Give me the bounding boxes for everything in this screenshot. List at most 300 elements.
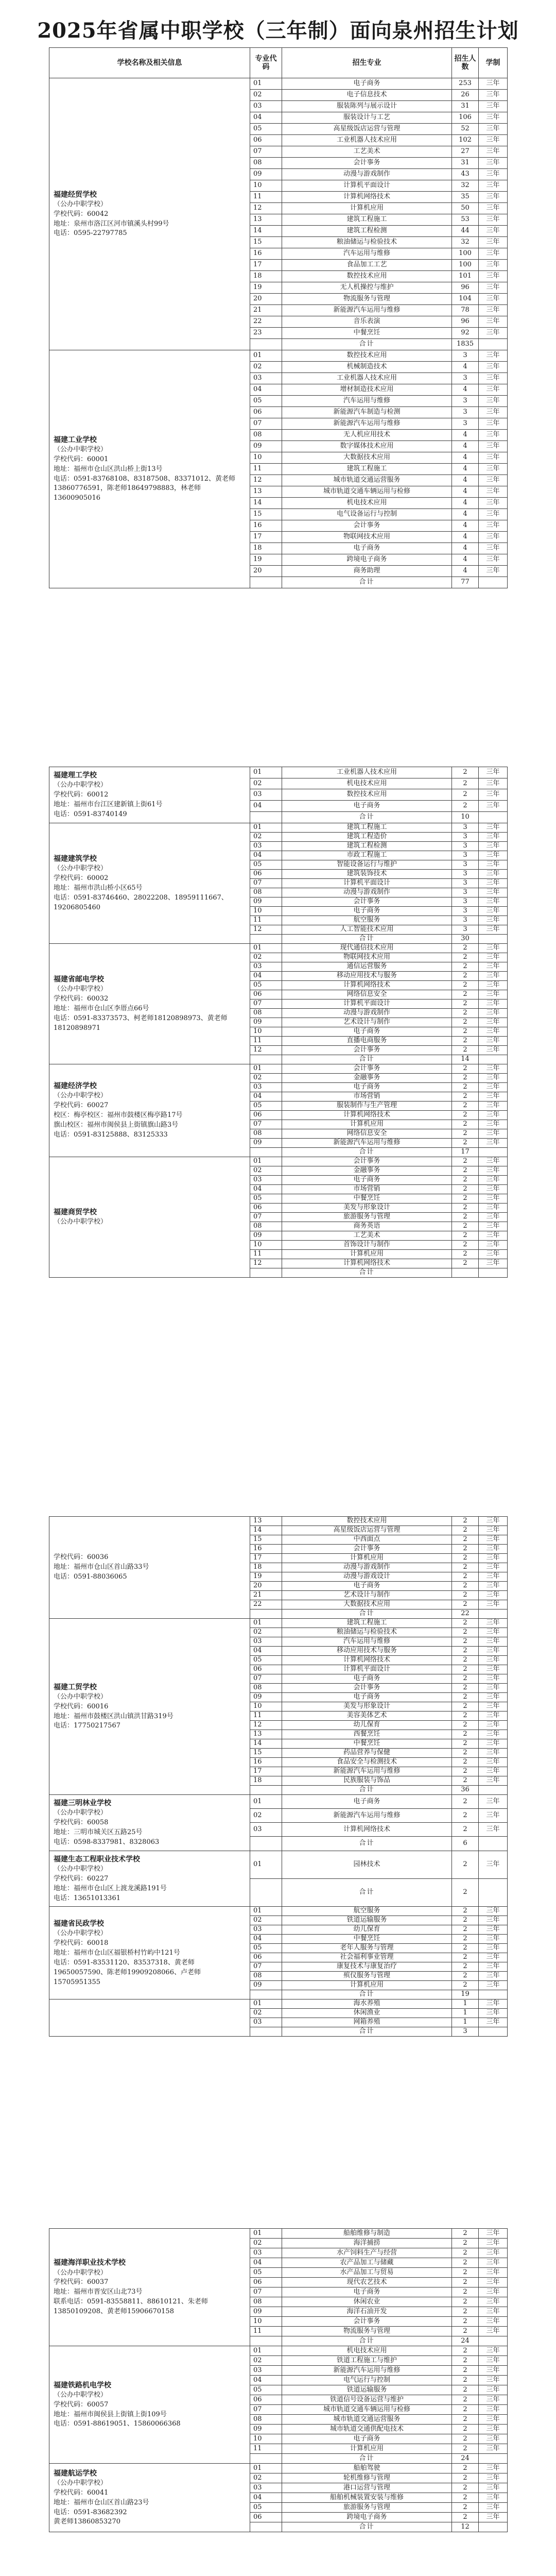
- school-info-cell: [49, 1795, 250, 1851]
- enroll-count: 2: [452, 2317, 479, 2327]
- school-name: 福建铁路机电学校: [54, 2381, 111, 2389]
- table-row: [49, 1157, 508, 1166]
- major-code: 06: [250, 1665, 282, 1674]
- major-name: 老年人服务与管理: [282, 1944, 452, 1953]
- plan-page: [49, 1516, 507, 2037]
- study-years: 三年: [479, 78, 508, 90]
- major-name: 轮机维修与管理: [282, 2473, 452, 2483]
- school-detail-line: 学校代码：60058: [54, 1819, 109, 1827]
- enroll-count: 2: [452, 1711, 479, 1721]
- major-name: 新能源汽车运用与维修: [282, 1767, 452, 1776]
- study-years: 三年: [479, 888, 508, 897]
- school-info-cell: [49, 823, 250, 943]
- major-code: 12: [250, 1045, 282, 1055]
- major-code: 02: [250, 832, 282, 841]
- school-detail-line: 电话：0595-22797785: [54, 229, 127, 238]
- enroll-count: 4: [452, 452, 479, 464]
- enroll-count: 2: [452, 1684, 479, 1693]
- major-code: 02: [250, 2239, 282, 2248]
- major-name: 中餐烹饪: [282, 1935, 452, 1944]
- enroll-count: 3: [452, 878, 479, 888]
- enroll-count: 2: [452, 2346, 479, 2356]
- major-code: 22: [250, 316, 282, 328]
- school-info-cell: [49, 2229, 250, 2346]
- table-row: [49, 1999, 508, 2009]
- major-code: 02: [250, 778, 282, 789]
- major-code: 13: [250, 486, 282, 498]
- study-years: 三年: [479, 509, 508, 520]
- school-info-cell: [49, 2464, 250, 2532]
- major-name: 计算机应用: [282, 203, 452, 214]
- major-code: 03: [250, 101, 282, 112]
- major-code: 11: [250, 2444, 282, 2454]
- major-code: 11: [250, 1249, 282, 1259]
- study-years: 三年: [479, 767, 508, 778]
- major-name: 城市轨道交通车辆运用与检修: [282, 486, 452, 498]
- school-detail-line: 地址：泉州市洛江区河市镇溪头村99号: [54, 219, 169, 228]
- study-years: 三年: [479, 1018, 508, 1027]
- study-years: 三年: [479, 112, 508, 124]
- major-code: 01: [250, 1999, 282, 2009]
- major-code: 04: [250, 1935, 282, 1944]
- enroll-count: 3: [452, 916, 479, 925]
- enroll-count: 2: [452, 1925, 479, 1935]
- major-code: 19: [250, 1572, 282, 1582]
- plan-page: [49, 2228, 507, 2532]
- enroll-count: 2: [452, 1767, 479, 1776]
- school-detail-line: 电话：0591-88036065: [54, 1572, 127, 1581]
- major-name: 网箱养殖: [282, 2018, 452, 2027]
- major-name: 中西面点: [282, 1535, 452, 1545]
- major-code: 08: [250, 1129, 282, 1138]
- major-name: 工业机器人技术应用: [282, 767, 452, 778]
- enroll-count: 2: [452, 1129, 479, 1138]
- major-code: 04: [250, 851, 282, 860]
- school-type: （公办中职学校）: [54, 2391, 108, 2399]
- major-code: 01: [250, 767, 282, 778]
- major-code: 14: [250, 1739, 282, 1749]
- major-code: 01: [250, 2464, 282, 2473]
- subtotal-value: 17: [452, 1147, 479, 1157]
- study-years: 三年: [479, 1110, 508, 1120]
- major-code: 05: [250, 1944, 282, 1953]
- enroll-count: 3: [452, 407, 479, 418]
- enroll-count: 2: [452, 2385, 479, 2395]
- enroll-count: 2: [452, 2268, 479, 2278]
- major-code: 09: [250, 441, 282, 452]
- table-row: [49, 1517, 508, 1526]
- study-years: 三年: [479, 1563, 508, 1572]
- enroll-count: 2: [452, 1166, 479, 1175]
- enroll-count: 2: [452, 990, 479, 999]
- major-name: 新能源汽车运用与维修: [282, 1138, 452, 1147]
- major-code: 05: [250, 2385, 282, 2395]
- major-name: 计算机应用: [282, 1249, 452, 1259]
- major-code: 18: [250, 1563, 282, 1572]
- major-name: 汽车运用与维修: [282, 248, 452, 260]
- study-years: 三年: [479, 2018, 508, 2027]
- major-name: 西餐烹饪: [282, 1730, 452, 1739]
- enroll-count: 2: [452, 1517, 479, 1526]
- major-code: 12: [250, 475, 282, 486]
- major-code: 05: [250, 1194, 282, 1203]
- enroll-count: 35: [452, 192, 479, 203]
- study-years: 三年: [479, 789, 508, 801]
- major-name: 计算机应用: [282, 1981, 452, 1990]
- major-code: 14: [250, 226, 282, 237]
- study-years: 三年: [479, 1776, 508, 1786]
- subtotal-code: [250, 2336, 282, 2346]
- enroll-count: 4: [452, 554, 479, 566]
- major-name: 大数据技术应用: [282, 1600, 452, 1609]
- school-detail-line: 旗山校区：福州市闽侯县上街镇旗山路3号: [54, 1121, 179, 1129]
- major-code: 07: [250, 878, 282, 888]
- enroll-count: 2: [452, 2483, 479, 2493]
- major-code: 13: [250, 214, 282, 226]
- major-name: 金融事务: [282, 1166, 452, 1175]
- study-years: 三年: [479, 441, 508, 452]
- enroll-count: 2: [452, 1730, 479, 1739]
- school-name: 福建三明林业学校: [54, 1799, 111, 1807]
- major-name: 电子商务: [282, 906, 452, 916]
- enroll-count: 2: [452, 1962, 479, 1972]
- study-years: 三年: [479, 1981, 508, 1990]
- school-detail-line: 地址：福州市闽侯县上街镇上街109号: [54, 2410, 167, 2418]
- study-years: 三年: [479, 1129, 508, 1138]
- study-years: 三年: [479, 1008, 508, 1018]
- major-code: 07: [250, 1120, 282, 1129]
- major-code: 13: [250, 1730, 282, 1739]
- document-title: 2025年省属中职学校（三年制）面向泉州招生计划: [37, 19, 519, 43]
- enroll-count: 4: [452, 441, 479, 452]
- major-code: 12: [250, 203, 282, 214]
- study-years: 三年: [479, 1157, 508, 1166]
- school-info-cell: [49, 2346, 250, 2464]
- major-name: 建筑装饰技术: [282, 869, 452, 878]
- major-name: 休闲渔业: [282, 2009, 452, 2018]
- enroll-count: 2: [452, 2425, 479, 2434]
- school-type: （公办中职学校）: [54, 446, 108, 454]
- subtotal-system: [479, 2522, 508, 2532]
- enroll-count: 2: [452, 1073, 479, 1082]
- major-name: 物联网技术应用: [282, 532, 452, 543]
- enroll-count: 2: [452, 2415, 479, 2425]
- enroll-count: 2: [452, 1101, 479, 1110]
- major-name: 计算机网络技术: [282, 1259, 452, 1268]
- major-name: 智能设备运行与维护: [282, 860, 452, 869]
- study-years: 三年: [479, 1101, 508, 1110]
- major-name: 中餐烹饪: [282, 1739, 452, 1749]
- enroll-count: 3: [452, 350, 479, 362]
- subtotal-system: [479, 1055, 508, 1064]
- enroll-count: 2: [452, 980, 479, 990]
- major-name: 电子商务: [282, 1674, 452, 1684]
- study-years: 三年: [479, 1962, 508, 1972]
- subtotal-value: 24: [452, 2454, 479, 2464]
- study-years: 三年: [479, 878, 508, 888]
- major-name: 电子商务: [282, 1082, 452, 1092]
- school-detail-line: 电话：0591-83531120、83537318、黄老师19650057590、陈老师19909208066、卢老师15705951355: [54, 1958, 201, 1986]
- major-name: 机电技术应用: [282, 778, 452, 789]
- study-years: 三年: [479, 169, 508, 180]
- subtotal-value: 10: [452, 811, 479, 823]
- enroll-count: 100: [452, 260, 479, 271]
- school-name: 福建理工学校: [54, 771, 97, 779]
- study-years: 三年: [479, 1749, 508, 1758]
- major-code: 05: [250, 124, 282, 135]
- enroll-count: 3: [452, 851, 479, 860]
- major-name: 食品安全与检测技术: [282, 1758, 452, 1767]
- major-name: 计算机网络技术: [282, 980, 452, 990]
- header-code: 专业代码: [250, 48, 282, 78]
- subtotal-system: [479, 1609, 508, 1619]
- major-code: 14: [250, 1526, 282, 1535]
- major-code: 01: [250, 1619, 282, 1628]
- major-name: 电子商务: [282, 801, 452, 812]
- study-years: 三年: [479, 486, 508, 498]
- study-years: 三年: [479, 860, 508, 869]
- study-years: 三年: [479, 980, 508, 990]
- enroll-count: 2: [452, 2229, 479, 2239]
- study-years: 三年: [479, 962, 508, 971]
- enroll-count: 2: [452, 2366, 479, 2376]
- school-detail-line: 电话：0591-83125888、83125333: [54, 1130, 168, 1139]
- enroll-count: 2: [452, 1018, 479, 1027]
- major-code: 02: [250, 90, 282, 101]
- major-code: 10: [250, 452, 282, 464]
- major-code: 02: [250, 1809, 282, 1823]
- major-code: 03: [250, 2018, 282, 2027]
- subtotal-system: [479, 1786, 508, 1795]
- major-name: 园林技术: [282, 1851, 452, 1878]
- major-name: 首饰设计与制作: [282, 1240, 452, 1249]
- major-code: 06: [250, 2513, 282, 2522]
- major-code: 10: [250, 2434, 282, 2444]
- major-code: 07: [250, 1962, 282, 1972]
- major-name: 美发与形象设计: [282, 1203, 452, 1212]
- major-code: 04: [250, 112, 282, 124]
- enroll-count: 2: [452, 1953, 479, 1962]
- major-name: 海水养殖: [282, 1999, 452, 2009]
- major-code: 01: [250, 350, 282, 362]
- major-code: 04: [250, 2258, 282, 2268]
- enroll-count: 253: [452, 78, 479, 90]
- enroll-count: 3: [452, 869, 479, 878]
- study-years: 三年: [479, 2356, 508, 2366]
- major-name: 建筑工程造价: [282, 832, 452, 841]
- study-years: 三年: [479, 158, 508, 169]
- major-name: 铁道运输服务: [282, 1916, 452, 1925]
- school-detail-line: 地址：福州市仓山区李厝点66号: [54, 1004, 149, 1012]
- major-name: 电气运行与控制: [282, 2376, 452, 2385]
- school-detail-line: 电话：13651013361: [54, 1894, 120, 1902]
- school-type: （公办中职学校）: [54, 1217, 108, 1226]
- enroll-count: 100: [452, 248, 479, 260]
- enroll-count: 2: [452, 1064, 479, 1073]
- enroll-count: 96: [452, 316, 479, 328]
- major-name: 电子商务: [282, 1175, 452, 1184]
- major-code: 08: [250, 1008, 282, 1018]
- subtotal-system: [479, 1990, 508, 1999]
- major-code: 08: [250, 430, 282, 441]
- table-row: [49, 943, 508, 953]
- school-info-cell: [49, 78, 250, 350]
- enroll-count: 3: [452, 860, 479, 869]
- major-name: 药品营养与保健: [282, 1749, 452, 1758]
- enroll-count: 4: [452, 464, 479, 475]
- major-name: 电子商务: [282, 1693, 452, 1702]
- major-name: 数控技术应用: [282, 350, 452, 362]
- major-name: 中餐烹饪: [282, 1194, 452, 1203]
- major-name: 社会福利事业管理: [282, 1953, 452, 1962]
- major-code: 21: [250, 1591, 282, 1600]
- school-name: 福建经贸学校: [54, 190, 97, 199]
- school-info-cell: [49, 1851, 250, 1907]
- major-code: 02: [250, 1073, 282, 1082]
- major-code: 21: [250, 305, 282, 316]
- header-count: 招生人数: [452, 48, 479, 78]
- study-years: 三年: [479, 1684, 508, 1693]
- major-code: 07: [250, 1674, 282, 1684]
- major-code: 03: [250, 1175, 282, 1184]
- subtotal-label: 合计: [282, 1786, 452, 1795]
- major-code: 04: [250, 801, 282, 812]
- major-name: 会计事务: [282, 2317, 452, 2327]
- school-detail-line: 学校代码：60018: [54, 1939, 109, 1947]
- major-name: 建筑工程施工: [282, 823, 452, 832]
- study-years: 三年: [479, 1194, 508, 1203]
- enroll-count: 2: [452, 801, 479, 812]
- enroll-count: 2: [452, 2356, 479, 2366]
- major-name: 新能源汽车运用与维修: [282, 1809, 452, 1823]
- school-detail-line: 电话：0591-88619051、15860066368: [54, 2420, 181, 2428]
- major-name: 城市轨道交通运营服务: [282, 475, 452, 486]
- subtotal-label: 合计: [282, 1268, 452, 1277]
- major-code: 03: [250, 2483, 282, 2493]
- study-years: 三年: [479, 1517, 508, 1526]
- study-years: 三年: [479, 1184, 508, 1194]
- study-years: 三年: [479, 1545, 508, 1554]
- major-name: 电气设备运行与控制: [282, 509, 452, 520]
- study-years: 三年: [479, 1628, 508, 1637]
- study-years: 三年: [479, 305, 508, 316]
- subtotal-code: [250, 1879, 282, 1907]
- major-code: 06: [250, 1110, 282, 1120]
- major-code: 09: [250, 2425, 282, 2434]
- study-years: 三年: [479, 1619, 508, 1628]
- major-code: 17: [250, 532, 282, 543]
- enroll-count: 2: [452, 2287, 479, 2297]
- subtotal-system: [479, 577, 508, 588]
- major-name: 市场营销: [282, 1092, 452, 1101]
- school-info-cell: [49, 767, 250, 823]
- enroll-count: 2: [452, 1563, 479, 1572]
- major-name: 计算机网络技术: [282, 1823, 452, 1837]
- major-code: 10: [250, 180, 282, 192]
- study-years: 三年: [479, 1637, 508, 1647]
- enroll-count: 2: [452, 1619, 479, 1628]
- enroll-count: 2: [452, 2376, 479, 2385]
- major-name: 市场营销: [282, 1184, 452, 1194]
- major-code: 03: [250, 2366, 282, 2376]
- study-years: 三年: [479, 1166, 508, 1175]
- major-code: 07: [250, 2287, 282, 2297]
- study-years: 三年: [479, 2376, 508, 2385]
- enroll-count: 2: [452, 999, 479, 1008]
- major-code: 09: [250, 1693, 282, 1702]
- enroll-count: 2: [452, 971, 479, 980]
- enroll-count: 3: [452, 906, 479, 916]
- major-name: 铁道工程施工与维护: [282, 2356, 452, 2366]
- enroll-count: 2: [452, 1138, 479, 1147]
- major-code: 06: [250, 2278, 282, 2287]
- major-code: 23: [250, 328, 282, 339]
- major-code: 18: [250, 271, 282, 282]
- study-years: 三年: [479, 2405, 508, 2415]
- subtotal-value: 77: [452, 577, 479, 588]
- study-years: 三年: [479, 282, 508, 294]
- subtotal-code: [250, 1990, 282, 1999]
- major-name: 会计事务: [282, 897, 452, 906]
- enroll-count: 2: [452, 1572, 479, 1582]
- major-name: 通信运营服务: [282, 962, 452, 971]
- enroll-count: 2: [452, 1656, 479, 1665]
- enroll-count: 2: [452, 1582, 479, 1591]
- enroll-count: 2: [452, 1907, 479, 1916]
- major-code: 05: [250, 2503, 282, 2513]
- enroll-count: 2: [452, 2327, 479, 2336]
- major-name: 计算机应用: [282, 1554, 452, 1563]
- enroll-count: 2: [452, 1944, 479, 1953]
- major-code: 02: [250, 953, 282, 962]
- enroll-count: 2: [452, 1175, 479, 1184]
- enroll-count: 2: [452, 1203, 479, 1212]
- study-years: 三年: [479, 1259, 508, 1268]
- study-years: 三年: [479, 1702, 508, 1711]
- major-name: 电子商务: [282, 543, 452, 554]
- enroll-count: 3: [452, 888, 479, 897]
- enroll-count: 101: [452, 271, 479, 282]
- subtotal-value: 24: [452, 2336, 479, 2346]
- major-name: 物联网技术应用: [282, 953, 452, 962]
- major-name: 汽车运用与维修: [282, 1637, 452, 1647]
- enroll-count: 3: [452, 396, 479, 407]
- enroll-count: 2: [452, 1693, 479, 1702]
- subtotal-value: [452, 1268, 479, 1277]
- major-code: 04: [250, 384, 282, 396]
- school-detail-line: 学校代码：60042: [54, 210, 109, 218]
- school-info-cell: [49, 1157, 250, 1277]
- major-code: 08: [250, 2297, 282, 2307]
- study-years: 三年: [479, 1647, 508, 1656]
- subtotal-system: [479, 2027, 508, 2037]
- study-years: 三年: [479, 226, 508, 237]
- major-name: 工艺美术: [282, 146, 452, 158]
- major-name: 新能源汽车运用与维修: [282, 2366, 452, 2376]
- major-code: 02: [250, 2473, 282, 2483]
- enroll-count: 2: [452, 1972, 479, 1981]
- major-code: 09: [250, 1138, 282, 1147]
- enroll-count: 2: [452, 1851, 479, 1878]
- study-years: 三年: [479, 101, 508, 112]
- enroll-count: 32: [452, 237, 479, 248]
- major-name: 新能源汽车运用与维修: [282, 305, 452, 316]
- enroll-count: 2: [452, 1240, 479, 1249]
- major-code: 03: [250, 373, 282, 384]
- major-code: 03: [250, 2248, 282, 2258]
- school-detail-line: 地址：福州市台江区建新镇上街61号: [54, 800, 163, 808]
- major-code: 10: [250, 1027, 282, 1036]
